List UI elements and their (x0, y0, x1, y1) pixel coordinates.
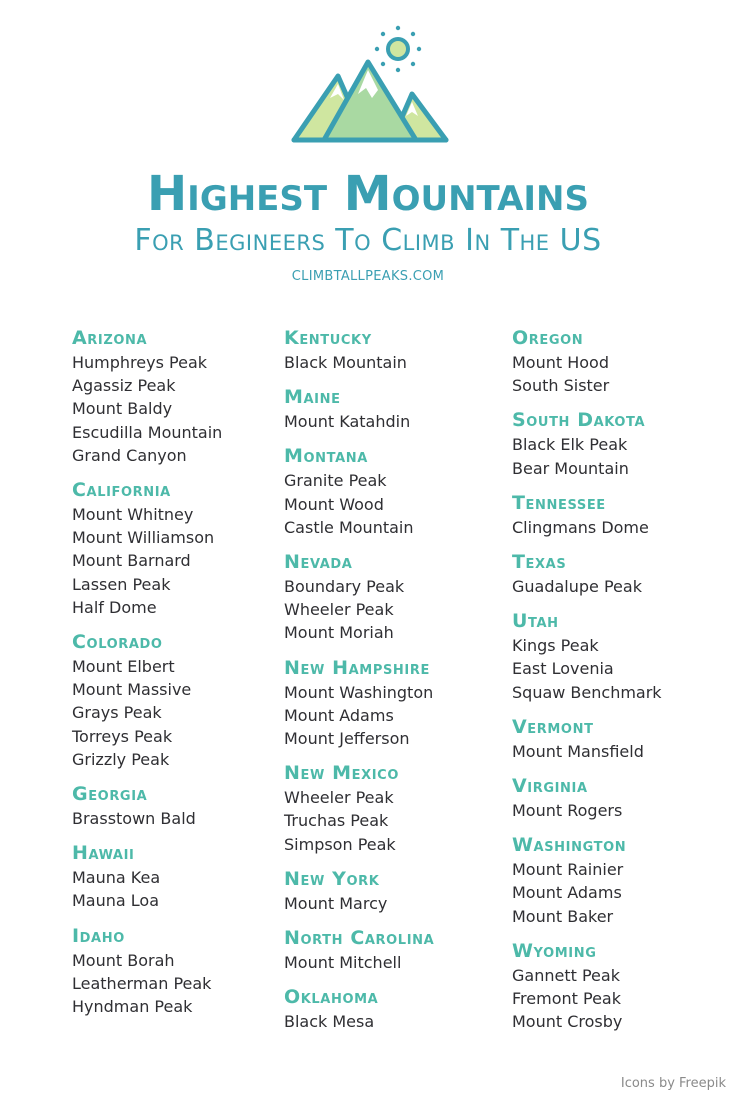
state-block (512, 326, 662, 397)
peak-name: Castle Mountain (284, 517, 414, 537)
peak-name: Mount Marcy (284, 893, 388, 913)
peak-name: Humphreys Peak (72, 353, 208, 372)
peak-name: Lassen Peak (72, 574, 171, 594)
peak-name: Black Mesa (284, 1012, 375, 1032)
peak-name: Mount Rogers (512, 801, 623, 821)
mountains-icon (294, 62, 446, 140)
peak-name: Escudilla Mountain (72, 422, 223, 442)
state-name: New York (284, 867, 380, 890)
state-name: New Hampshire (284, 656, 430, 679)
state-name: Georgia (72, 783, 148, 806)
peak-name: Half Dome (72, 597, 157, 617)
peak-name: Black Elk Peak (512, 435, 628, 455)
state-block (512, 609, 662, 704)
peak-name: Mount Baldy (72, 399, 173, 419)
state-name: Utah (512, 610, 559, 633)
page-subtitle: For Begineers To Climb In The US (134, 223, 602, 258)
state-block (512, 491, 662, 539)
peak-name: Mount Rainier (512, 860, 624, 880)
sun-icon (375, 26, 421, 72)
state-name: Virginia (512, 775, 588, 798)
peak-name: Mount Mitchell (284, 953, 402, 973)
peak-name: Brasstown Bald (72, 809, 196, 829)
state-block (72, 630, 222, 771)
peak-name: Mount Elbert (72, 657, 175, 677)
state-block (72, 924, 222, 1019)
state-block (284, 985, 434, 1033)
state-name: Montana (284, 445, 368, 468)
mountain-sun-icon (288, 24, 452, 146)
peak-name: Wheeler Peak (284, 600, 394, 620)
website-link[interactable]: CLIMBTALLPEAKS.COM (291, 269, 445, 284)
peak-name: Gannett Peak (512, 965, 620, 985)
state-name: Colorado (72, 631, 163, 654)
peak-name: East Lovenia (512, 659, 614, 679)
peak-name: Fremont Peak (512, 989, 621, 1009)
state-block (284, 867, 434, 915)
peak-name: Mount Wood (284, 494, 384, 514)
peak-name: Mount Borah (72, 950, 175, 970)
peak-name: Mauna Loa (72, 891, 160, 911)
peak-name: Mount Katahdin (284, 412, 411, 432)
state-name: Idaho (72, 924, 125, 947)
state-name: Oklahoma (284, 986, 379, 1009)
peak-name: Truchas Peak (284, 811, 389, 831)
state-block (284, 326, 434, 374)
peak-name: Bear Mountain (512, 458, 629, 478)
page-title: Highest Mountains (147, 166, 589, 222)
peak-name: Mount Adams (284, 705, 394, 725)
state-column-3 (512, 326, 662, 1044)
peak-name: Squaw Benchmark (512, 682, 662, 702)
state-name: Kentucky (284, 327, 372, 349)
peak-name: Boundary Peak (284, 577, 405, 597)
peak-name: Black Mountain (284, 353, 407, 372)
peak-name: Kings Peak (512, 636, 599, 656)
state-name: South Dakota (512, 409, 646, 432)
state-block (72, 841, 222, 912)
icon-credit: Icons by Freepik (620, 1076, 726, 1091)
state-block (512, 408, 662, 479)
state-block (72, 326, 222, 467)
peak-name: Mauna Kea (72, 868, 161, 888)
peak-name: Mount Barnard (72, 551, 191, 571)
peak-name: Mount Hood (512, 353, 609, 372)
state-name: Wyoming (512, 939, 597, 962)
state-name: Vermont (512, 715, 594, 738)
state-name: Tennessee (512, 491, 606, 514)
state-block (284, 656, 434, 751)
state-name: Arizona (72, 327, 148, 349)
state-name: Oregon (512, 327, 584, 349)
state-block (512, 715, 662, 763)
state-block (284, 385, 434, 433)
peak-name: Simpson Peak (284, 834, 396, 854)
peak-name: South Sister (512, 376, 610, 396)
state-name: Maine (284, 386, 341, 409)
peak-name: Hyndman Peak (72, 997, 193, 1017)
peak-name: Wheeler Peak (284, 788, 394, 808)
peak-name: Guadalupe Peak (512, 577, 642, 597)
peak-name: Mount Washington (284, 682, 434, 702)
state-block (512, 833, 662, 928)
state-block (284, 926, 434, 974)
state-name: Nevada (284, 551, 353, 574)
peak-name: Mount Williamson (72, 528, 215, 548)
peak-name: Mount Mansfield (512, 741, 644, 761)
peak-name: Mount Moriah (284, 623, 394, 643)
state-block (512, 774, 662, 822)
state-name: Hawaii (72, 842, 135, 865)
state-block (284, 550, 434, 645)
state-name: California (72, 479, 171, 502)
peak-name: Mount Whitney (72, 505, 194, 525)
peak-name: Mount Adams (512, 883, 622, 903)
peak-name: Grizzly Peak (72, 749, 170, 769)
peak-name: Grays Peak (72, 703, 162, 723)
peak-name: Leatherman Peak (72, 973, 212, 993)
peak-name: Mount Baker (512, 906, 614, 926)
state-column-1 (72, 326, 222, 1029)
state-name: New Mexico (284, 762, 399, 785)
state-name: North Carolina (284, 927, 435, 950)
peak-name: Mount Massive (72, 680, 192, 700)
peak-name: Granite Peak (284, 471, 387, 491)
state-name: Washington (512, 834, 627, 857)
state-block (512, 939, 662, 1034)
peak-name: Mount Crosby (512, 1012, 623, 1032)
state-block (512, 550, 662, 598)
state-name: Texas (512, 551, 567, 574)
state-block (72, 782, 222, 830)
state-block (284, 761, 434, 856)
state-column-2 (284, 326, 434, 1044)
peak-name: Agassiz Peak (72, 376, 176, 396)
state-block (72, 478, 222, 619)
state-block (284, 444, 434, 539)
peak-name: Torreys Peak (72, 726, 173, 746)
peak-name: Clingmans Dome (512, 517, 649, 537)
peak-name: Grand Canyon (72, 445, 187, 465)
peak-name: Mount Jefferson (284, 729, 410, 749)
